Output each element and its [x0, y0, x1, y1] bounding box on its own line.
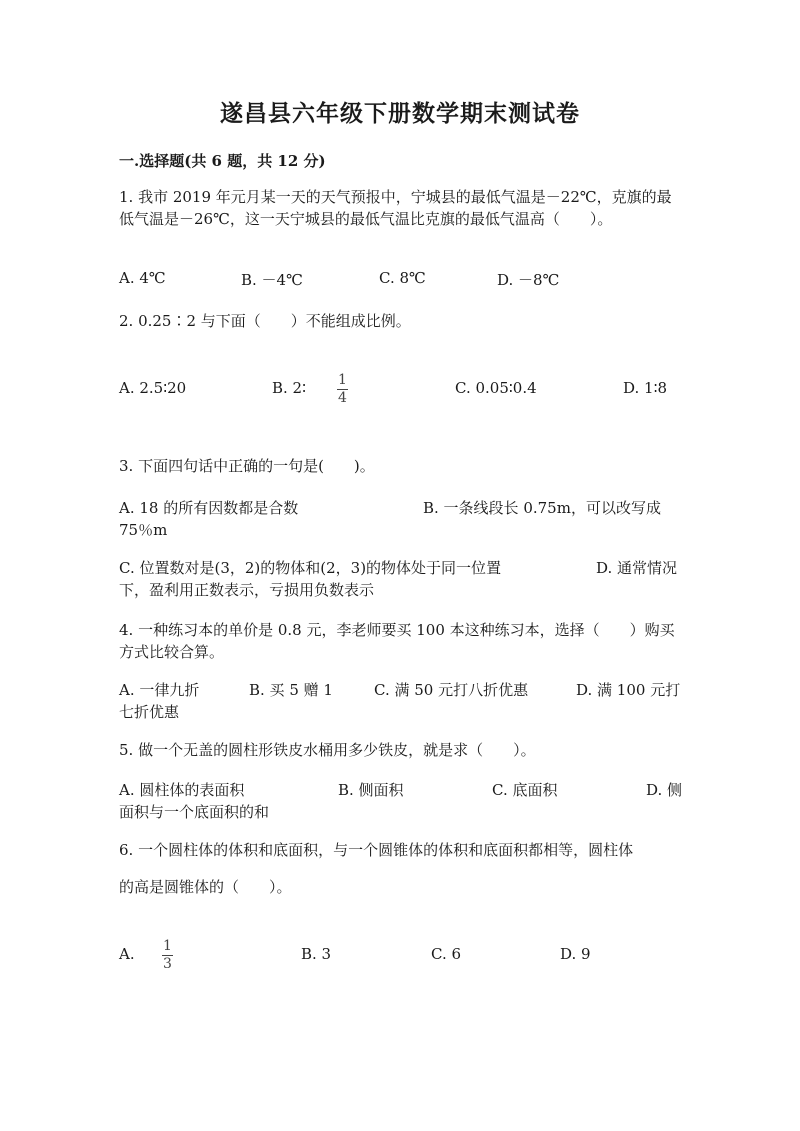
fraction-denominator: 4	[338, 390, 347, 406]
question-5-stem: 5. 做一个无盖的圆柱形铁皮水桶用多少铁皮，就是求（ ）。	[119, 741, 536, 759]
question-5-option-d-cont: 面积与一个底面积的和	[119, 803, 270, 821]
question-6-option-a-fraction	[162, 939, 173, 972]
question-2-option-a[interactable]: A. 2.5∶20	[119, 379, 187, 397]
question-1-option-b[interactable]: B. －4℃	[241, 271, 303, 289]
question-6-stem-line1: 6. 一个圆柱体的体积和底面积，与一个圆锥体的体积和底面积都相等，圆柱体	[119, 841, 634, 859]
question-4-option-b[interactable]: B. 买 5 赠 1	[249, 681, 333, 699]
question-1-stem: 1. 我市 2019 年元月某一天的天气预报中，宁城县的最低气温是－22℃，克旗的最低气温是－26℃，这一天宁城县的最低气温比克旗的最低气温高（ ）。	[119, 188, 672, 228]
question-2-option-b-fraction	[337, 373, 348, 406]
question-1-option-c[interactable]: C. 8℃	[379, 269, 426, 287]
page-title: 遂昌县六年级下册数学期末测试卷	[220, 100, 580, 127]
question-6-option-a[interactable]: A.	[119, 945, 135, 963]
question-5-option-b[interactable]: B. 侧面积	[338, 781, 404, 799]
question-4-option-a[interactable]: A. 一律九折	[119, 681, 200, 699]
question-6-stem-line2: 的高是圆锥体的（ ）。	[119, 878, 292, 896]
question-3-option-b[interactable]: B. 一条线段长 0.75m，可以改写成	[423, 499, 661, 517]
question-2-option-c[interactable]: C. 0.05∶0.4	[455, 379, 537, 397]
question-5-option-d[interactable]: D. 侧	[646, 781, 683, 799]
question-1-option-d[interactable]: D. －8℃	[497, 271, 560, 289]
question-2-option-d[interactable]: D. 1∶8	[623, 379, 668, 397]
question-3-option-a[interactable]: A. 18 的所有因数都是合数	[119, 499, 299, 517]
question-1-option-a[interactable]: A. 4℃	[119, 269, 166, 287]
question-2-option-b[interactable]: B. 2∶	[272, 379, 307, 397]
question-5-option-c[interactable]: C. 底面积	[492, 781, 558, 799]
question-4-option-c[interactable]: C. 满 50 元打八折优惠	[374, 681, 529, 699]
question-4-option-d[interactable]: D. 满 100 元打	[576, 681, 681, 699]
question-3-option-d-cont: 下，盈利用正数表示，亏损用负数表示	[119, 581, 375, 599]
fraction-numerator: 1	[338, 372, 347, 388]
question-3-option-d[interactable]: D. 通常情况	[596, 559, 678, 577]
question-2-stem: 2. 0.25∶2 与下面（ ）不能组成比例。	[119, 312, 411, 330]
question-3-option-b-cont: 75％m	[119, 521, 168, 539]
question-6-option-d[interactable]: D. 9	[560, 945, 591, 963]
question-3-option-c[interactable]: C. 位置数对是(3，2)的物体和(2，3)的物体处于同一位置	[119, 559, 502, 577]
question-6-option-c[interactable]: C. 6	[431, 945, 462, 963]
question-4-option-d-cont: 七折优惠	[119, 703, 180, 721]
section-heading: 一.选择题(共 6 题，共 12 分)	[119, 152, 326, 170]
fraction-numerator: 1	[163, 938, 172, 954]
question-6-option-b[interactable]: B. 3	[301, 945, 332, 963]
question-5-option-a[interactable]: A. 圆柱体的表面积	[119, 781, 245, 799]
question-4-stem: 4. 一种练习本的单价是 0.8 元，李老师要买 100 本这种练习本，选择（ ）购买方式比较合算。	[119, 621, 675, 661]
question-3-stem: 3. 下面四句话中正确的一句是( )。	[119, 457, 375, 475]
fraction-denominator: 3	[163, 956, 172, 972]
